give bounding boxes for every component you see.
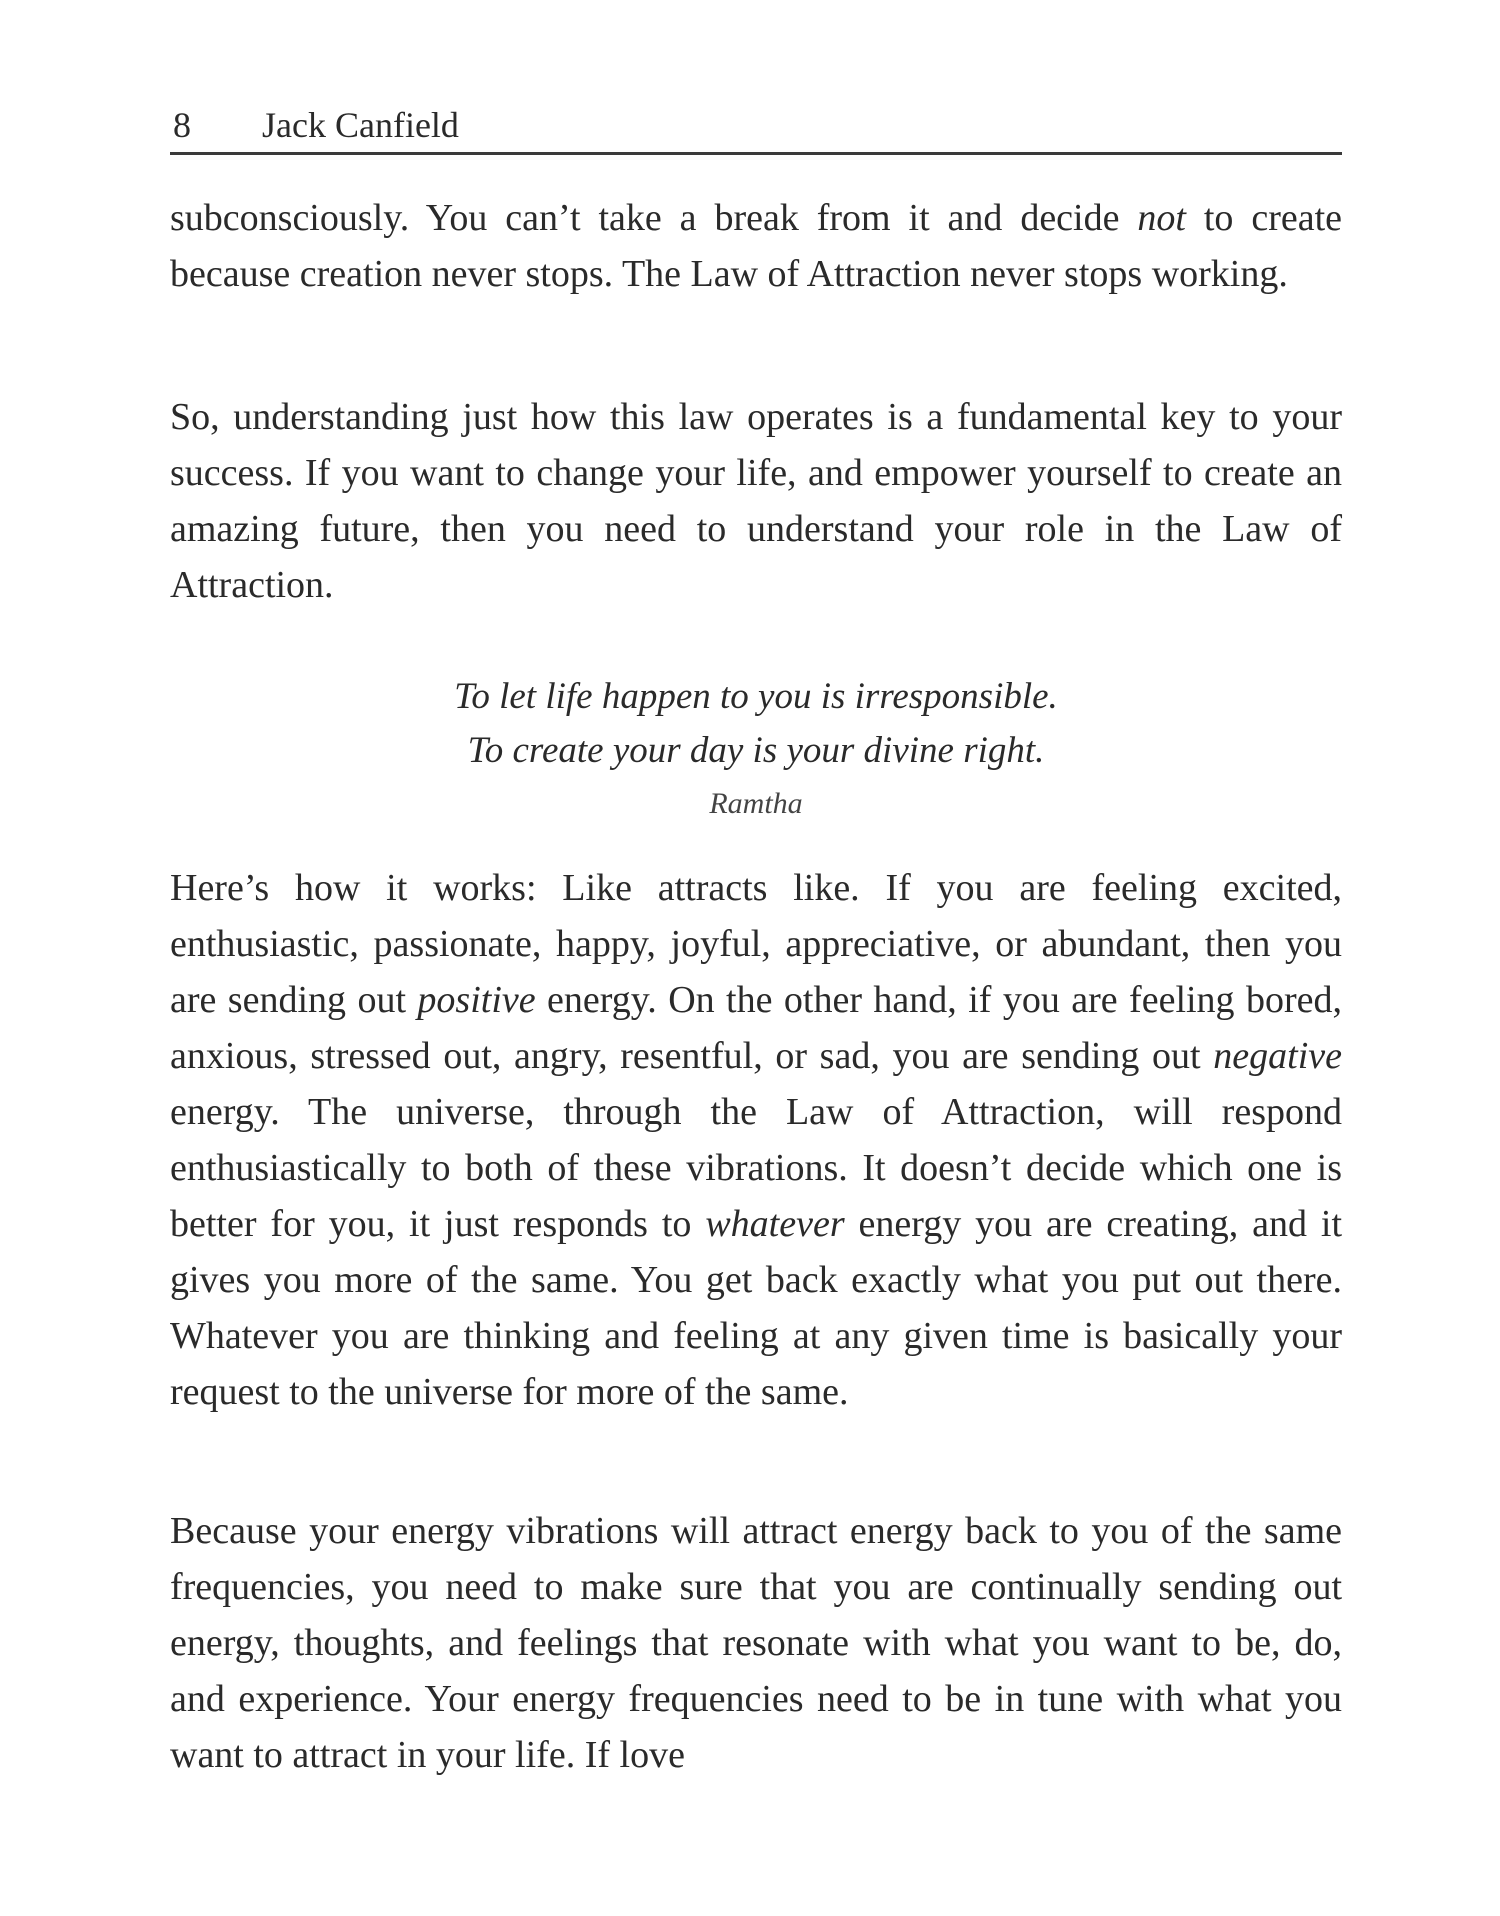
paragraph-3-text-a: Here’s how it works: Like attracts like. If you are feeling excited, enthusiastic, passionate, happy, joyful, appreciative, or abundant, then you are sending out: [170, 867, 1342, 1021]
running-head-author: Jack Canfield: [262, 105, 459, 145]
paragraph-3-emphasis-whatever: whatever: [705, 1203, 845, 1245]
paragraph-3-emphasis-negative: negative: [1213, 1035, 1342, 1077]
paragraph-1-text-b: to create because creation never stops. The Law of Attraction never stops working.: [170, 197, 1343, 295]
paragraph-1: [170, 190, 1342, 302]
paragraph-3-text-b: energy. On the other hand, if you are feeling bored, anxious, stressed out, angry, resentful, or sad, you are sending out: [170, 979, 1342, 1077]
paragraph-4: Because your energy vibrations will attract energy back to you of the same frequencies, you need to make sure that you are continually sending out energy, thoughts, and feelings that resonate with what you want to be, do, and experience. Your energy frequencies need to be in tune with what you want to attract in your life. If love: [170, 1510, 1342, 1776]
running-head: [170, 100, 1342, 150]
epigraph-line-1: To let life happen to you is irresponsible.: [454, 676, 1058, 717]
epigraph-attribution: Ramtha: [709, 787, 803, 820]
page-number: 8: [173, 105, 191, 145]
epigraph-line-2: To create your day is your divine right.: [467, 730, 1045, 771]
paragraph-1-emphasis-not: not: [1137, 197, 1186, 239]
paragraph-1-text-a: subconsciously. You can’t take a break from it and decide: [170, 197, 1138, 239]
paragraph-3: [170, 860, 1342, 1420]
paragraph-3-text-d: energy you are creating, and it gives you more of the same. You get back exactly what you put out there. Whatever you are thinking and feeling at any given time is basically your request to the universe for more of the same.: [170, 1203, 1342, 1413]
paragraph-3-text-c: energy. The universe, through the Law of Attraction, will respond enthusiastically to both of these vibrations. It doesn’t decide which one is better for you, it just responds to: [170, 1091, 1342, 1245]
paragraph-3-emphasis-positive: positive: [417, 979, 536, 1021]
header-rule: [170, 152, 1342, 155]
epigraph-quote: [170, 670, 1342, 826]
paragraph-2: So, understanding just how this law operates is a fundamental key to your success. If you want to change your life, and empower yourself to create an amazing future, then you need to understand your role in the Law of Attraction.: [170, 396, 1342, 606]
